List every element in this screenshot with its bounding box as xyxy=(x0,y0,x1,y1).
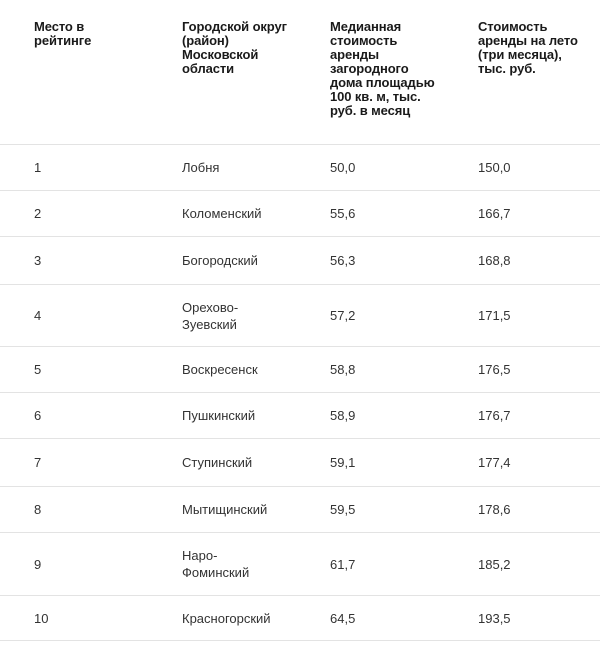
monthly-cost-cell: 61,7 xyxy=(330,556,356,572)
summer-cost-cell: 176,7 xyxy=(478,408,511,423)
district-cell: Наро-Фоминский xyxy=(182,548,250,580)
monthly-cost-cell: 64,5 xyxy=(330,610,356,626)
summer-cost-cell: 166,7 xyxy=(478,206,511,221)
monthly-cost-cell: 55,6 xyxy=(330,206,356,221)
district-cell: Красногорский xyxy=(182,610,271,626)
summer-cost-cell: 171,5 xyxy=(478,308,511,323)
summer-cost-cell: 177,4 xyxy=(478,455,511,470)
monthly-cost-cell: 58,8 xyxy=(330,362,356,377)
rank-cell: 8 xyxy=(34,502,42,517)
table-row xyxy=(0,439,600,487)
table-header xyxy=(0,0,600,145)
rank-cell: 3 xyxy=(34,253,42,268)
rank-cell: 5 xyxy=(34,362,42,377)
header-summer-cost: Стоимость аренды на лето (три месяца), тыс. руб. xyxy=(478,19,578,76)
district-cell: Коломенский xyxy=(182,206,262,221)
header-district: Городской округ (район) Московской области xyxy=(182,19,287,76)
table-row xyxy=(0,191,600,237)
rank-cell: 9 xyxy=(34,556,42,572)
district-cell: Богородский xyxy=(182,253,258,268)
monthly-cost-cell: 57,2 xyxy=(330,308,356,323)
rank-cell: 2 xyxy=(34,206,42,221)
rank-cell: 4 xyxy=(34,308,42,323)
summer-cost-cell: 176,5 xyxy=(478,362,511,377)
summer-cost-cell: 168,8 xyxy=(478,253,511,268)
monthly-cost-cell: 59,1 xyxy=(330,455,356,470)
monthly-cost-cell: 59,5 xyxy=(330,502,356,517)
summer-cost-cell: 150,0 xyxy=(478,160,511,175)
table-row xyxy=(0,145,600,191)
table-row xyxy=(0,285,600,347)
district-cell: Пушкинский xyxy=(182,408,256,423)
rank-cell: 1 xyxy=(34,160,42,175)
header-rank: Место в рейтинге xyxy=(34,19,92,48)
summer-cost-cell: 178,6 xyxy=(478,502,511,517)
district-cell: Лобня xyxy=(182,160,220,175)
rank-cell: 6 xyxy=(34,408,42,423)
district-cell: Воскресенск xyxy=(182,362,258,377)
monthly-cost-cell: 58,9 xyxy=(330,408,356,423)
rank-cell: 10 xyxy=(34,610,49,626)
table-row xyxy=(0,393,600,439)
summer-cost-cell: 193,5 xyxy=(478,610,511,626)
header-monthly-cost: Медианная стоимость аренды загородного дома площадью 100 кв. м, тыс. руб. в месяц xyxy=(330,19,435,118)
rank-cell: 7 xyxy=(34,455,42,470)
table-row xyxy=(0,596,600,641)
monthly-cost-cell: 56,3 xyxy=(330,253,356,268)
district-cell: Мытищинский xyxy=(182,502,268,517)
summer-cost-cell: 185,2 xyxy=(478,556,511,572)
table-row xyxy=(0,533,600,596)
table-row xyxy=(0,237,600,285)
district-cell: Орехово-Зуевский xyxy=(182,299,239,332)
district-cell: Ступинский xyxy=(182,455,253,470)
table-row xyxy=(0,347,600,393)
monthly-cost-cell: 50,0 xyxy=(330,160,356,175)
table-row xyxy=(0,487,600,533)
